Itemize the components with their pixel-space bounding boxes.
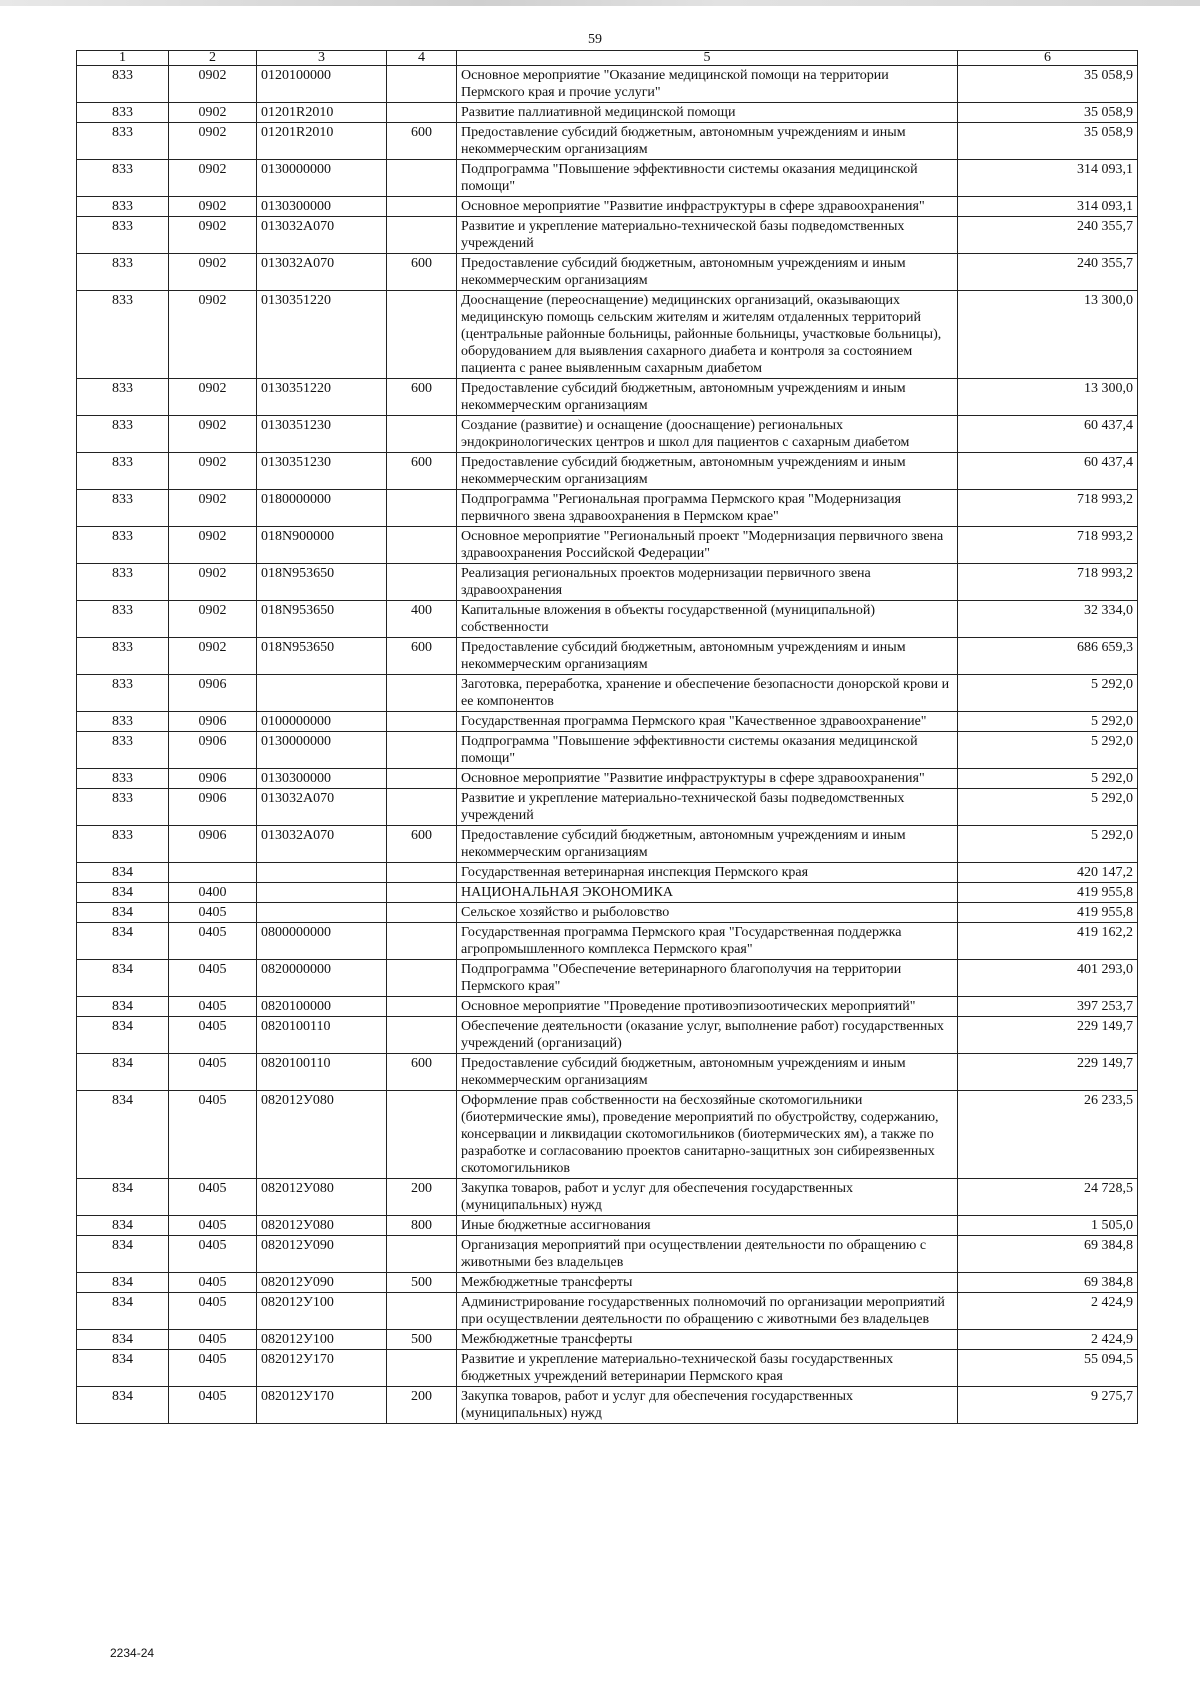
expense-type-cell [387,291,457,379]
amount-cell: 5 292,0 [958,732,1138,769]
ministry-code-cell: 833 [77,66,169,103]
table-row [77,379,1138,416]
table-row [77,732,1138,769]
amount-cell: 229 149,7 [958,1054,1138,1091]
amount-cell: 35 058,9 [958,123,1138,160]
ministry-code-cell: 834 [77,883,169,903]
ministry-code-cell: 833 [77,453,169,490]
section-code-cell: 0405 [169,1387,257,1424]
ministry-code-cell: 834 [77,1236,169,1273]
column-header-5: 5 [457,51,958,66]
expense-type-cell [387,923,457,960]
section-code-cell: 0902 [169,254,257,291]
amount-cell: 5 292,0 [958,675,1138,712]
table-row [77,123,1138,160]
target-article-cell: 0100000000 [257,712,387,732]
section-code-cell: 0902 [169,601,257,638]
amount-cell: 240 355,7 [958,254,1138,291]
section-code-cell: 0405 [169,1350,257,1387]
target-article-cell: 0130351230 [257,453,387,490]
ministry-code-cell: 834 [77,903,169,923]
target-article-cell: 0820100110 [257,1054,387,1091]
table-row [77,1179,1138,1216]
column-header-2: 2 [169,51,257,66]
scan-edge [0,0,1200,6]
section-code-cell: 0906 [169,675,257,712]
amount-cell: 13 300,0 [958,379,1138,416]
item-name-cell: Основное мероприятие "Проведение противоэпизоотических мероприятий" [457,997,958,1017]
section-code-cell: 0405 [169,923,257,960]
target-article-cell: 018N953650 [257,638,387,675]
target-article-cell: 013032А070 [257,789,387,826]
amount-cell: 2 424,9 [958,1293,1138,1330]
expense-type-cell [387,217,457,254]
amount-cell: 397 253,7 [958,997,1138,1017]
section-code-cell: 0902 [169,217,257,254]
ministry-code-cell: 833 [77,416,169,453]
target-article-cell: 082012У080 [257,1216,387,1236]
section-code-cell: 0902 [169,197,257,217]
table-row [77,997,1138,1017]
target-article-cell: 0820100000 [257,997,387,1017]
target-article-cell: 0130351220 [257,379,387,416]
amount-cell: 718 993,2 [958,564,1138,601]
ministry-code-cell: 834 [77,1350,169,1387]
expense-type-cell [387,789,457,826]
item-name-cell: Государственная ветеринарная инспекция Пермского края [457,863,958,883]
section-code-cell: 0400 [169,883,257,903]
section-code-cell: 0902 [169,453,257,490]
item-name-cell: Закупка товаров, работ и услуг для обеспечения государственных (муниципальных) нужд [457,1387,958,1424]
expense-type-cell: 500 [387,1273,457,1293]
ministry-code-cell: 834 [77,923,169,960]
item-name-cell: Основное мероприятие "Развитие инфраструктуры в сфере здравоохранения" [457,769,958,789]
table-row [77,1054,1138,1091]
item-name-cell: Развитие и укрепление материально-технической базы государственных бюджетных учреждений ветеринарии Пермского края [457,1350,958,1387]
amount-cell: 35 058,9 [958,103,1138,123]
ministry-code-cell: 834 [77,997,169,1017]
target-article-cell: 013032А070 [257,826,387,863]
item-name-cell: Реализация региональных проектов модернизации первичного звена здравоохранения [457,564,958,601]
ministry-code-cell: 834 [77,1091,169,1179]
table-row [77,1091,1138,1179]
expense-type-cell [387,66,457,103]
section-code-cell: 0405 [169,997,257,1017]
section-code-cell: 0405 [169,1017,257,1054]
item-name-cell: Администрирование государственных полномочий по организации мероприятий при осуществлении деятельности по обращению с животными без владельцев [457,1293,958,1330]
expense-type-cell: 800 [387,1216,457,1236]
target-article-cell: 0130300000 [257,197,387,217]
document-code: 2234-24 [110,1646,155,1660]
target-article-cell: 0130000000 [257,732,387,769]
expense-type-cell [387,997,457,1017]
table-row [77,564,1138,601]
expense-type-cell: 200 [387,1179,457,1216]
target-article-cell: 082012У100 [257,1330,387,1350]
amount-cell: 686 659,3 [958,638,1138,675]
target-article-cell: 082012У080 [257,1091,387,1179]
section-code-cell: 0405 [169,1179,257,1216]
item-name-cell: Подпрограмма "Обеспечение ветеринарного благополучия на территории Пермского края" [457,960,958,997]
amount-cell: 2 424,9 [958,1330,1138,1350]
table-row [77,826,1138,863]
expense-type-cell: 600 [387,826,457,863]
expense-type-cell: 600 [387,123,457,160]
table-row [77,103,1138,123]
amount-cell: 314 093,1 [958,197,1138,217]
expense-type-cell [387,903,457,923]
ministry-code-cell: 833 [77,103,169,123]
expense-type-cell [387,197,457,217]
section-code-cell: 0405 [169,1091,257,1179]
expense-type-cell [387,883,457,903]
item-name-cell: Предоставление субсидий бюджетным, автономным учреждениям и иным некоммерческим организациям [457,453,958,490]
target-article-cell: 0130351220 [257,291,387,379]
expense-type-cell: 400 [387,601,457,638]
ministry-code-cell: 833 [77,254,169,291]
ministry-code-cell: 834 [77,1179,169,1216]
ministry-code-cell: 833 [77,160,169,197]
section-code-cell [169,863,257,883]
expense-type-cell: 600 [387,638,457,675]
ministry-code-cell: 833 [77,675,169,712]
expense-type-cell [387,527,457,564]
amount-cell: 229 149,7 [958,1017,1138,1054]
target-article-cell: 01201R2010 [257,103,387,123]
ministry-code-cell: 833 [77,601,169,638]
section-code-cell: 0405 [169,1293,257,1330]
expense-type-cell [387,732,457,769]
item-name-cell: Развитие и укрепление материально-технической базы подведомственных учреждений [457,789,958,826]
column-header-3: 3 [257,51,387,66]
item-name-cell: НАЦИОНАЛЬНАЯ ЭКОНОМИКА [457,883,958,903]
amount-cell: 69 384,8 [958,1236,1138,1273]
table-row [77,1017,1138,1054]
amount-cell: 401 293,0 [958,960,1138,997]
ministry-code-cell: 833 [77,826,169,863]
amount-cell: 13 300,0 [958,291,1138,379]
ministry-code-cell: 834 [77,1273,169,1293]
amount-cell: 24 728,5 [958,1179,1138,1216]
section-code-cell: 0902 [169,66,257,103]
amount-cell: 5 292,0 [958,712,1138,732]
amount-cell: 420 147,2 [958,863,1138,883]
expense-type-cell: 600 [387,453,457,490]
expense-type-cell [387,1293,457,1330]
section-code-cell: 0902 [169,490,257,527]
amount-cell: 5 292,0 [958,826,1138,863]
target-article-cell: 0820000000 [257,960,387,997]
table-row [77,416,1138,453]
item-name-cell: Иные бюджетные ассигнования [457,1216,958,1236]
amount-cell: 35 058,9 [958,66,1138,103]
section-code-cell: 0902 [169,564,257,601]
ministry-code-cell: 833 [77,732,169,769]
section-code-cell: 0405 [169,1273,257,1293]
table-row [77,1216,1138,1236]
section-code-cell: 0902 [169,527,257,564]
section-code-cell: 0902 [169,638,257,675]
expense-type-cell [387,863,457,883]
amount-cell: 718 993,2 [958,527,1138,564]
item-name-cell: Основное мероприятие "Региональный проект "Модернизация первичного звена здравоохранения Российской Федерации" [457,527,958,564]
item-name-cell: Подпрограмма "Повышение эффективности системы оказания медицинской помощи" [457,732,958,769]
expense-type-cell: 600 [387,379,457,416]
page-number: 59 [588,32,602,47]
expense-type-cell [387,1350,457,1387]
expense-type-cell [387,960,457,997]
target-article-cell: 013032А070 [257,254,387,291]
target-article-cell [257,883,387,903]
amount-cell: 1 505,0 [958,1216,1138,1236]
target-article-cell: 0130300000 [257,769,387,789]
item-name-cell: Предоставление субсидий бюджетным, автономным учреждениям и иным некоммерческим организациям [457,379,958,416]
expense-type-cell [387,1091,457,1179]
expense-type-cell [387,712,457,732]
ministry-code-cell: 833 [77,564,169,601]
column-header-6: 6 [958,51,1138,66]
target-article-cell: 0180000000 [257,490,387,527]
target-article-cell: 082012У080 [257,1179,387,1216]
ministry-code-cell: 834 [77,1017,169,1054]
section-code-cell: 0906 [169,826,257,863]
amount-cell: 55 094,5 [958,1350,1138,1387]
expense-type-cell [387,769,457,789]
amount-cell: 5 292,0 [958,789,1138,826]
table-row [77,1273,1138,1293]
section-code-cell: 0902 [169,160,257,197]
target-article-cell: 082012У090 [257,1236,387,1273]
item-name-cell: Подпрограмма "Повышение эффективности системы оказания медицинской помощи" [457,160,958,197]
target-article-cell: 0130000000 [257,160,387,197]
amount-cell: 5 292,0 [958,769,1138,789]
item-name-cell: Межбюджетные трансферты [457,1330,958,1350]
target-article-cell: 0820100110 [257,1017,387,1054]
target-article-cell: 0130351230 [257,416,387,453]
item-name-cell: Государственная программа Пермского края "Государственная поддержка агропромышленного комплекса Пермского края" [457,923,958,960]
expense-type-cell [387,416,457,453]
table-row [77,769,1138,789]
ministry-code-cell: 833 [77,197,169,217]
expense-type-cell: 200 [387,1387,457,1424]
table-row [77,1350,1138,1387]
table-row [77,160,1138,197]
target-article-cell: 082012У100 [257,1293,387,1330]
item-name-cell: Основное мероприятие "Развитие инфраструктуры в сфере здравоохранения" [457,197,958,217]
item-name-cell: Предоставление субсидий бюджетным, автономным учреждениям и иным некоммерческим организациям [457,254,958,291]
ministry-code-cell: 833 [77,769,169,789]
section-code-cell: 0902 [169,416,257,453]
table-row [77,960,1138,997]
table-row [77,638,1138,675]
target-article-cell: 018N953650 [257,601,387,638]
section-code-cell: 0405 [169,903,257,923]
ministry-code-cell: 834 [77,1216,169,1236]
item-name-cell: Подпрограмма "Региональная программа Пермского края "Модернизация первичного звена здравоохранения в Пермском крае" [457,490,958,527]
section-code-cell: 0405 [169,960,257,997]
item-name-cell: Дооснащение (переоснащение) медицинских организаций, оказывающих медицинскую помощь сельским жителям и жителям отдаленных территорий (центральные районные больницы, районные больницы, участковые больницы), оборудованием для выявления сахарного диабета и контроля за состоянием пациента с ранее выявленным сахарным диабетом [457,291,958,379]
table-row [77,66,1138,103]
table-row [77,1236,1138,1273]
item-name-cell: Предоставление субсидий бюджетным, автономным учреждениям и иным некоммерческим организациям [457,1054,958,1091]
amount-cell: 60 437,4 [958,416,1138,453]
section-code-cell: 0902 [169,123,257,160]
expense-type-cell: 600 [387,254,457,291]
item-name-cell: Обеспечение деятельности (оказание услуг, выполнение работ) государственных учреждений (организаций) [457,1017,958,1054]
ministry-code-cell: 834 [77,1387,169,1424]
ministry-code-cell: 833 [77,123,169,160]
amount-cell: 26 233,5 [958,1091,1138,1179]
amount-cell: 69 384,8 [958,1273,1138,1293]
amount-cell: 60 437,4 [958,453,1138,490]
amount-cell: 314 093,1 [958,160,1138,197]
ministry-code-cell: 834 [77,960,169,997]
target-article-cell: 0800000000 [257,923,387,960]
expense-type-cell: 600 [387,1054,457,1091]
table-row [77,197,1138,217]
expense-type-cell [387,675,457,712]
ministry-code-cell: 834 [77,863,169,883]
amount-cell: 419 955,8 [958,883,1138,903]
expense-type-cell [387,1236,457,1273]
amount-cell: 419 162,2 [958,923,1138,960]
table-row [77,217,1138,254]
table-row [77,490,1138,527]
item-name-cell: Создание (развитие) и оснащение (дооснащение) региональных эндокринологических центров и школ для пациентов с сахарным диабетом [457,416,958,453]
table-row [77,789,1138,826]
item-name-cell: Развитие паллиативной медицинской помощи [457,103,958,123]
target-article-cell: 013032А070 [257,217,387,254]
item-name-cell: Закупка товаров, работ и услуг для обеспечения государственных (муниципальных) нужд [457,1179,958,1216]
section-code-cell: 0906 [169,789,257,826]
amount-cell: 718 993,2 [958,490,1138,527]
target-article-cell: 018N900000 [257,527,387,564]
target-article-cell: 0120100000 [257,66,387,103]
table-row [77,1293,1138,1330]
ministry-code-cell: 833 [77,291,169,379]
amount-cell: 240 355,7 [958,217,1138,254]
item-name-cell: Государственная программа Пермского края "Качественное здравоохранение" [457,712,958,732]
column-number-row [77,51,1138,66]
table-row [77,1330,1138,1350]
item-name-cell: Предоставление субсидий бюджетным, автономным учреждениям и иным некоммерческим организациям [457,123,958,160]
table-row [77,712,1138,732]
table-row [77,453,1138,490]
item-name-cell: Капитальные вложения в объекты государственной (муниципальной) собственности [457,601,958,638]
table-row [77,254,1138,291]
section-code-cell: 0906 [169,732,257,769]
section-code-cell: 0906 [169,712,257,732]
target-article-cell [257,675,387,712]
expense-type-cell [387,490,457,527]
ministry-code-cell: 834 [77,1293,169,1330]
table-row [77,675,1138,712]
amount-cell: 419 955,8 [958,903,1138,923]
section-code-cell: 0405 [169,1236,257,1273]
item-name-cell: Предоставление субсидий бюджетным, автономным учреждениям и иным некоммерческим организациям [457,826,958,863]
item-name-cell: Основное мероприятие "Оказание медицинской помощи на территории Пермского края и прочие услуги" [457,66,958,103]
target-article-cell: 01201R2010 [257,123,387,160]
table-row [77,903,1138,923]
expense-type-cell: 500 [387,1330,457,1350]
table-row [77,601,1138,638]
item-name-cell: Межбюджетные трансферты [457,1273,958,1293]
table-row [77,923,1138,960]
target-article-cell [257,903,387,923]
ministry-code-cell: 833 [77,789,169,826]
item-name-cell: Сельское хозяйство и рыболовство [457,903,958,923]
ministry-code-cell: 833 [77,527,169,564]
budget-table [76,50,1138,1424]
amount-cell: 9 275,7 [958,1387,1138,1424]
table-row [77,527,1138,564]
section-code-cell: 0405 [169,1330,257,1350]
target-article-cell: 018N953650 [257,564,387,601]
ministry-code-cell: 833 [77,217,169,254]
ministry-code-cell: 833 [77,490,169,527]
target-article-cell [257,863,387,883]
item-name-cell: Заготовка, переработка, хранение и обеспечение безопасности донорской крови и ее компонентов [457,675,958,712]
target-article-cell: 082012У170 [257,1350,387,1387]
section-code-cell: 0902 [169,291,257,379]
item-name-cell: Организация мероприятий при осуществлении деятельности по обращению с животными без владельцев [457,1236,958,1273]
table-row [77,291,1138,379]
table-row [77,863,1138,883]
ministry-code-cell: 834 [77,1054,169,1091]
table-row [77,883,1138,903]
item-name-cell: Оформление прав собственности на бесхозяйные скотомогильники (биотермические ямы), проведение мероприятий по обустройству, содержанию, консервации и ликвидации скотомогильников (биотермических ям), а также по разработке и согласованию проектов санитарно-защитных зон сибиреязвенных скотомогильников [457,1091,958,1179]
section-code-cell: 0405 [169,1216,257,1236]
section-code-cell: 0906 [169,769,257,789]
table-row [77,1387,1138,1424]
column-header-4: 4 [387,51,457,66]
expense-type-cell [387,103,457,123]
table-body [77,66,1138,1424]
expense-type-cell [387,160,457,197]
item-name-cell: Предоставление субсидий бюджетным, автономным учреждениям и иным некоммерческим организациям [457,638,958,675]
expense-type-cell [387,1017,457,1054]
target-article-cell: 082012У090 [257,1273,387,1293]
ministry-code-cell: 833 [77,712,169,732]
section-code-cell: 0902 [169,103,257,123]
section-code-cell: 0902 [169,379,257,416]
amount-cell: 32 334,0 [958,601,1138,638]
section-code-cell: 0405 [169,1054,257,1091]
column-header-1: 1 [77,51,169,66]
ministry-code-cell: 833 [77,379,169,416]
expense-type-cell [387,564,457,601]
ministry-code-cell: 833 [77,638,169,675]
target-article-cell: 082012У170 [257,1387,387,1424]
item-name-cell: Развитие и укрепление материально-технической базы подведомственных учреждений [457,217,958,254]
ministry-code-cell: 834 [77,1330,169,1350]
